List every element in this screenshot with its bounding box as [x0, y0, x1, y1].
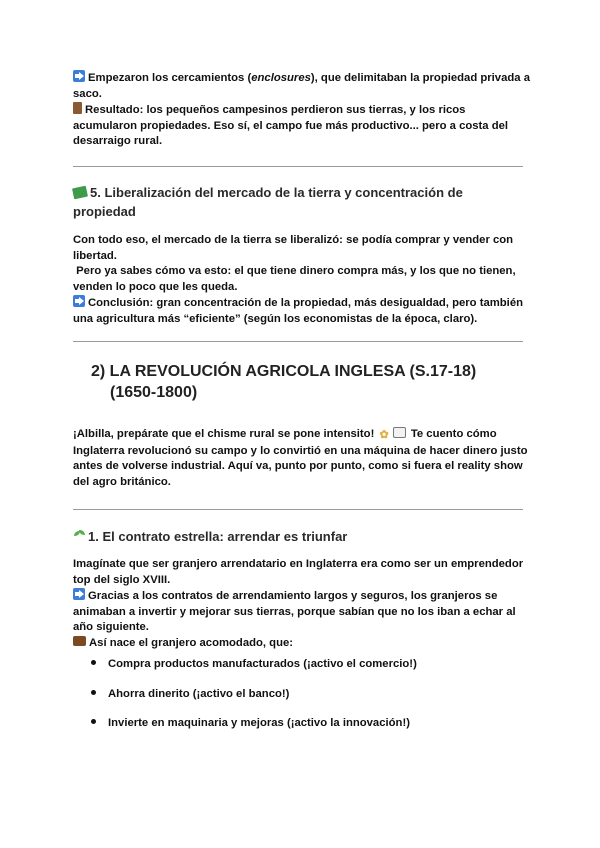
text-line: desarraigo rural. — [73, 135, 163, 148]
bullet-dot — [91, 719, 96, 724]
chapter-title: 2) LA REVOLUCIÓN AGRICOLA INGLESA (S.17-18) (1650-1800) — [91, 363, 477, 401]
cow-icon — [393, 427, 406, 438]
text-line: top del siglo XVIII. — [73, 573, 171, 586]
enclosures-paragraph — [73, 70, 533, 150]
text-line: ¡Albilla, prepárate que el chisme rural se pone intensito! ✿ Te cuento cómo — [73, 427, 533, 444]
text-line: Imagínate que ser granjero arrendatario en Inglaterra era como ser un emprendedor — [73, 558, 524, 570]
right-arrow-icon — [73, 70, 85, 82]
text-line: Gracias a los contratos de arrendamiento largos y seguros, los granjeros se — [73, 588, 533, 605]
sheaf-of-rice-icon: ✿ — [379, 429, 389, 441]
lease-paragraph — [73, 557, 533, 652]
list-item: Invierte en maquinaria y mejoras (¡activo la innovación!) — [91, 717, 410, 729]
text-line: venden lo poco que les queda. — [73, 280, 238, 293]
text-line: Inglaterra revolucionó su campo y lo convirtió en una máquina de hacer dinero justo — [73, 444, 528, 457]
bullet-dot — [91, 690, 96, 695]
list-item: Ahorra dinerito (¡activo el banco!) — [91, 688, 289, 700]
text-line: una agricultura más “eficiente” (según los economistas de la época, claro). — [73, 312, 478, 325]
door-icon — [73, 102, 82, 114]
briefcase-icon — [73, 636, 86, 646]
text-line: Así nace el granjero acomodado, que: — [73, 636, 533, 652]
text-line: saco. — [73, 87, 102, 100]
divider — [73, 166, 523, 167]
section-heading-5: 5. Liberalización del mercado de la tierra y concentración de propiedad — [73, 185, 463, 219]
bullet-dot — [91, 660, 96, 665]
seedling-icon — [73, 530, 85, 542]
text-line: animaban a invertir y mejorar sus tierras, porque sabían que no los iban a echar al — [73, 605, 516, 618]
text-line: año siguiente. — [73, 621, 149, 634]
intro-paragraph — [73, 427, 533, 490]
text-line: Empezaron los cercamientos (enclosures), que delimitaban la propiedad privada a — [73, 70, 533, 87]
text-line: Conclusión: gran concentración de la propiedad, más desigualdad, pero también — [73, 295, 533, 312]
right-arrow-icon — [73, 295, 85, 307]
text-line: Con todo eso, el mercado de la tierra se liberalizó: se podía comprar y vender con — [73, 234, 514, 246]
text-line: acumularon propiedades. Eso sí, el campo fue más productivo... pero a costa del — [73, 119, 509, 132]
list-item: Compra productos manufacturados (¡activo el comercio!) — [91, 658, 417, 670]
text-line: Resultado: los pequeños campesinos perdieron sus tierras, y los ricos — [73, 102, 533, 119]
land-market-paragraph — [73, 233, 533, 328]
right-arrow-icon — [73, 588, 85, 600]
text-line: del agro británico. — [73, 475, 171, 488]
section-heading-1: 1. El contrato estrella: arrendar es triunfar — [73, 527, 533, 546]
divider — [73, 341, 523, 342]
text-line: libertad. — [73, 249, 117, 262]
text-line: antes de volverse industrial. Aquí va, punto por punto, como si fuera el reality show — [73, 460, 523, 473]
text-line: Pero ya sabes cómo va esto: el que tiene dinero compra más, y los que no tienen, — [73, 265, 516, 278]
divider — [73, 509, 523, 510]
money-with-wings-icon — [72, 186, 88, 200]
